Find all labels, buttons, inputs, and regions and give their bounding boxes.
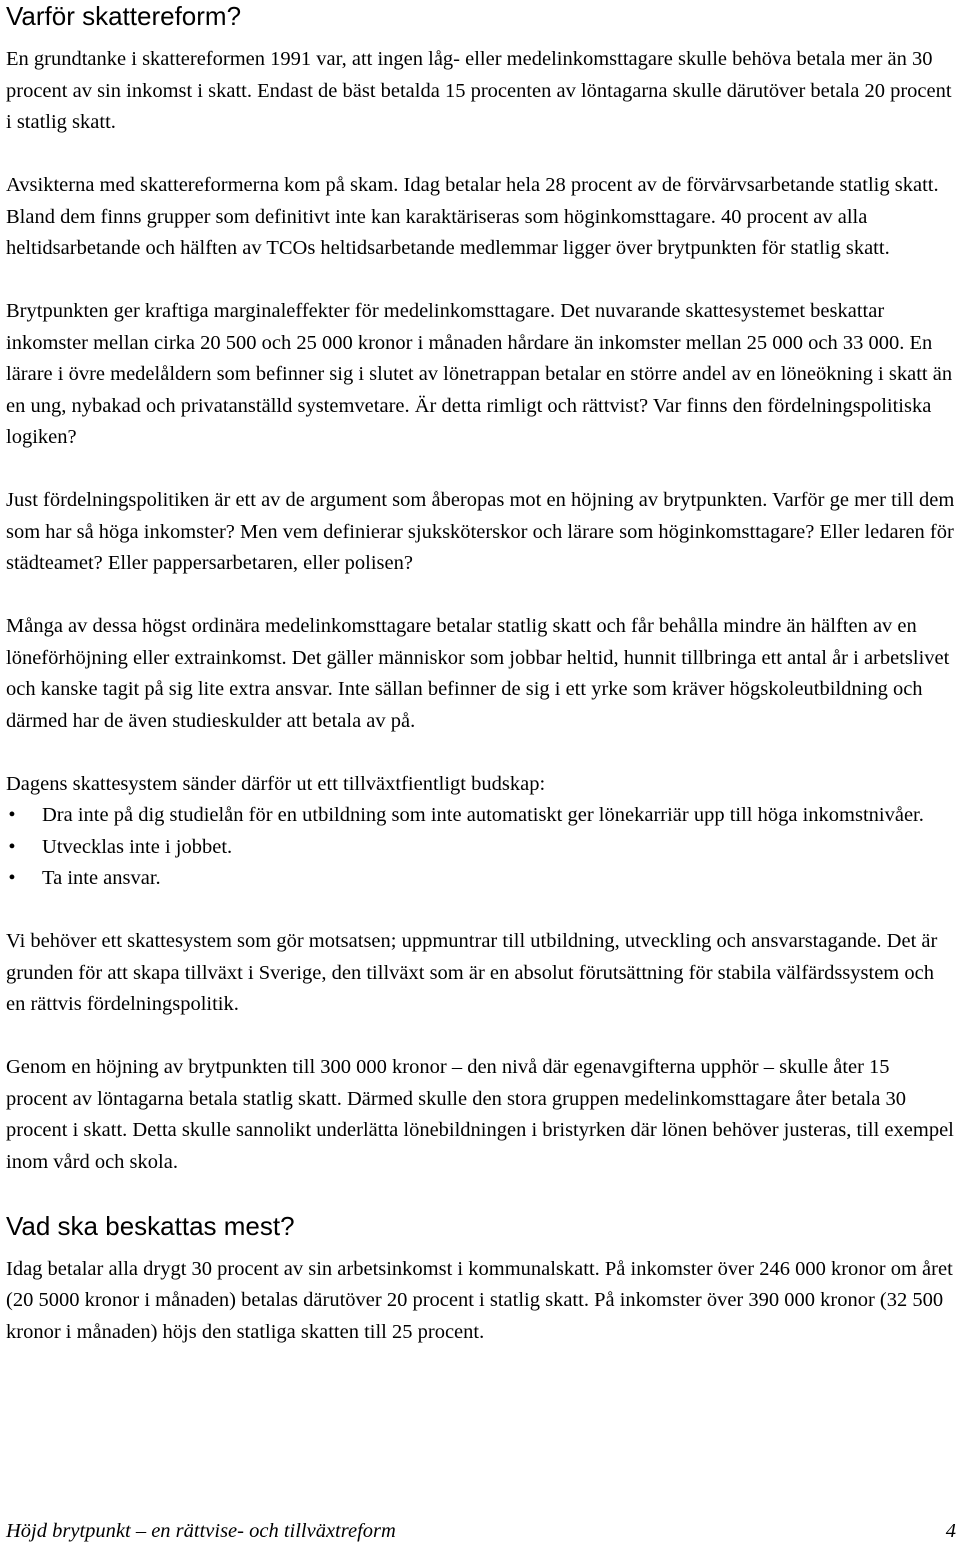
paragraph-7: Genom en höjning av brytpunkten till 300 000 kronor – den nivå där egenavgifterna upphör – skulle åter 15 procent av löntagarna betala statlig skatt. Därmed skulle den stora gruppen medelinkomsttagare åter betala 30 procent i skatt. Detta skulle sannolikt underlätta lönebildningen i bristyrken där lönen behöver justeras, till exempel inom vård och skola. <box>6 1056 954 1173</box>
list-item <box>6 863 956 895</box>
spacer <box>6 265 956 297</box>
list-item-text: Utvecklas inte i jobbet. <box>42 835 233 858</box>
paragraph-3: Brytpunkten ger kraftiga marginaleffekter för medelinkomsttagare. Det nuvarande skattesystemet beskattar inkomster mellan cirka 20 500 och 25 000 kronor i månaden hårdare än inkomster mellan 25 000 och 33 000. En lärare i övre medelåldern som befinner sig i slutet av lönetrappan betalar en större andel av en löneökning i skatt än en ung, nybakad och privatanställd systemvetare. Är detta rimligt och rättvist? Var finns den fördelningspolitiska logiken? <box>6 300 953 448</box>
bullet-icon: • <box>8 804 16 826</box>
spacer <box>6 580 956 612</box>
section-heading-varfor: Varför skattereform? <box>6 1 242 31</box>
spacer <box>6 895 956 927</box>
page-number: 4 <box>945 1520 956 1542</box>
page-footer <box>6 1516 956 1546</box>
spacer <box>6 737 956 769</box>
paragraph-6: Vi behöver ett skattesystem som gör motsatsen; uppmuntrar till utbildning, utveckling och ansvarstagande. Det är grunden för att skapa tillväxt i Sverige, den tillväxt som är en absolut förutsättning för stabila välfärdssystem och en rättvis fördelningspolitik. <box>6 930 938 1015</box>
list-intro: Dagens skattesystem sänder därför ut ett tillväxtfientligt budskap: <box>6 772 546 795</box>
list-item-text: Ta inte ansvar. <box>42 867 161 889</box>
spacer <box>6 32 956 44</box>
bullet-icon: • <box>8 835 16 858</box>
bullet-list <box>6 800 956 895</box>
paragraph-5: Många av dessa högst ordinära medelinkomsttagare betalar statlig skatt och får behålla mindre än hälften av en löneförhöjning eller extrainkomst. Det gäller människor som jobbar heltid, hunnit tillbringa ett antal år i arbetslivet och kanske tagit på sig lite extra ansvar. Inte sällan befinner de sig i ett yrke som kräver högskoleutbildning och därmed har de även studieskulder att betala av på. <box>6 615 950 732</box>
spacer <box>6 139 956 171</box>
spacer <box>6 454 956 486</box>
section-heading-beskattas: Vad ska beskattas mest? <box>6 1210 295 1241</box>
paragraph-4: Just fördelningspolitiken är ett av de argument som åberopas mot en höjning av brytpunkten. Varför ge mer till dem som har så höga inkomster? Men vem definierar sjuksköterskor och lärare som höginkomsttagare? Eller ledaren för städteamet? Eller pappersarbetaren, eller polisen? <box>6 489 955 574</box>
spacer <box>6 1242 956 1254</box>
paragraph-8: Idag betalar alla drygt 30 procent av sin arbetsinkomst i kommunalskatt. På inkomster över 246 000 kronor om året (20 5000 kronor i månaden) betalas därutöver 20 procent i statlig skatt. På inkomster över 390 000 kronor (32 500 kronor i månaden) höjs den statliga skatten till 25 procent. <box>6 1257 953 1343</box>
spacer <box>6 1178 956 1210</box>
bullet-icon: • <box>8 867 16 889</box>
document-page <box>6 0 956 1348</box>
paragraph-2: Avsikterna med skattereformerna kom på skam. Idag betalar hela 28 procent av de förvärvsarbetande statlig skatt. Bland dem finns grupper som definitivt inte kan karaktäriseras som höginkomsttagare. 40 procent av alla heltidsarbetande och hälften av TCOs heltidsarbetande medlemmar ligger över brytpunkten för statlig skatt. <box>6 174 939 259</box>
list-item <box>6 800 956 832</box>
footer-title: Höjd brytpunkt – en rättvise- och tillväxtreform <box>6 1520 396 1542</box>
spacer <box>6 1021 956 1053</box>
list-item <box>6 832 956 864</box>
paragraph-1: En grundtanke i skattereformen 1991 var, att ingen låg- eller medelinkomsttagare skulle behöva betala mer än 30 procent av sin inkomst i skatt. Endast de bäst betalda 15 procenten av löntagarna skulle därutöver betala 20 procent i statlig skatt. <box>6 48 952 133</box>
list-item-text: Dra inte på dig studielån för en utbildning som inte automatiskt ger lönekarriär upp till höga inkomstnivåer. <box>42 804 924 826</box>
